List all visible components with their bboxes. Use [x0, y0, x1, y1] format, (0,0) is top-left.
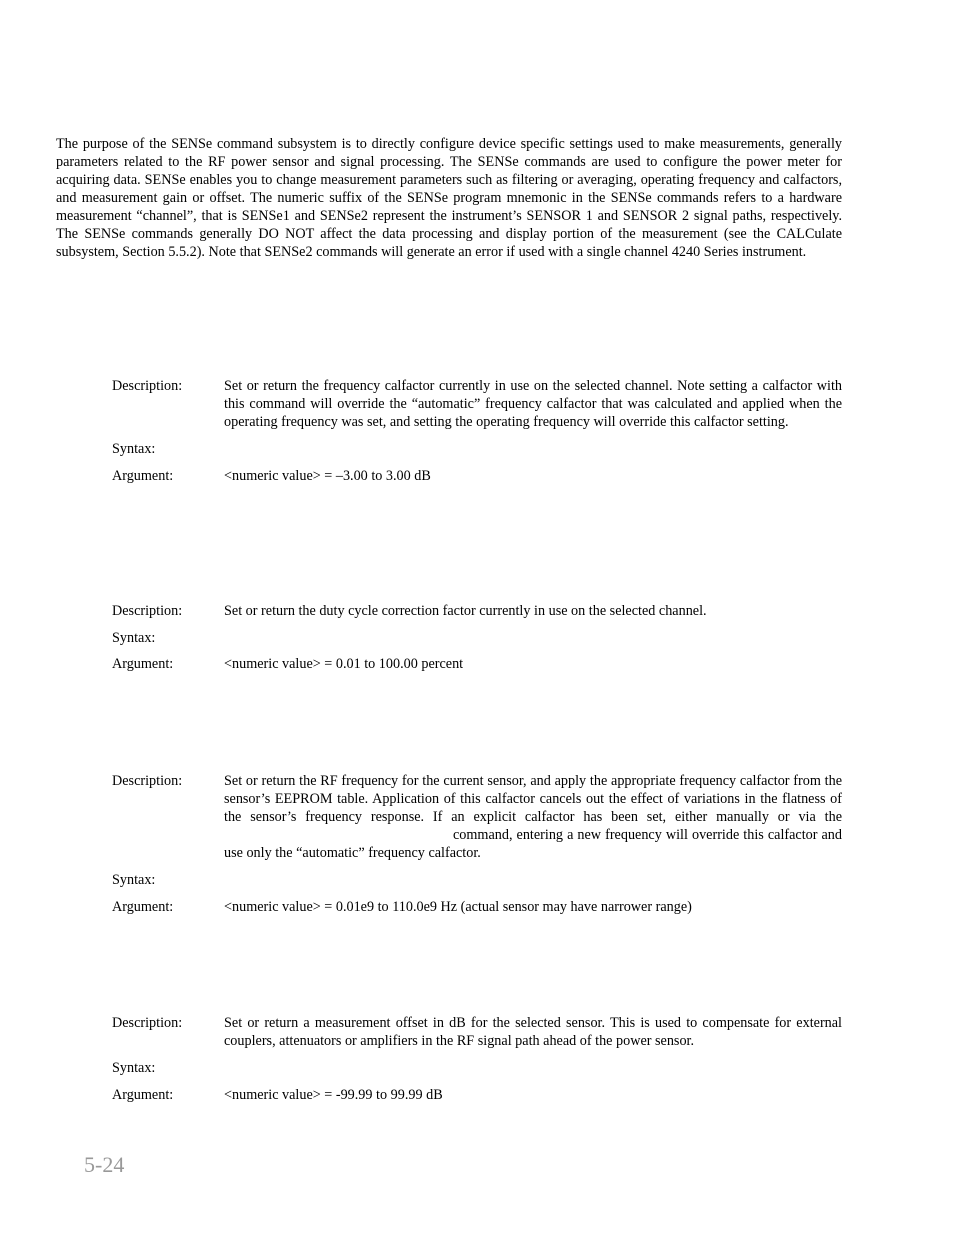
- description-row: [112, 772, 842, 862]
- description-text: [224, 772, 842, 862]
- intro-paragraph: The purpose of the SENSe command subsystem is to directly configure device specific settings used to make measurements, generally parameters related to the RF power sensor and signal processing. The SENSe commands are used to configure the power meter for acquiring data. SENSe enables you to change measurement parameters such as filtering or averaging, operating frequency and calfactors, and measurement gain or offset. The numeric suffix of the SENSe program mnemonic in the SENSe commands refers to a hardware measurement “channel”, that is SENSe1 and SENSe2 represent the instrument’s SENSOR 1 and SENSOR 2 signal paths, respectively. The SENSe commands generally DO NOT affect the data processing and display portion of the measurement (see the CALCulate subsystem, Section 5.5.2). Note that SENSe2 commands will generate an error if used with a single channel 4240 Series instrument.: [56, 136, 842, 260]
- description-row: [112, 602, 842, 620]
- syntax-text: [224, 871, 842, 889]
- argument-label: Argument:: [112, 899, 174, 915]
- syntax-text: [224, 440, 842, 458]
- syntax-label: Syntax:: [112, 1060, 156, 1076]
- syntax-row: [112, 629, 842, 647]
- argument-label: Argument:: [112, 656, 174, 672]
- syntax-text: [224, 1059, 842, 1077]
- syntax-row: [112, 871, 842, 889]
- description-text: Set or return a measurement offset in dB for the selected sensor. This is used to compensate for external couplers, attenuators or amplifiers in the RF signal path ahead of the power sensor.: [224, 1015, 842, 1049]
- description-label: Description:: [112, 773, 183, 789]
- description-row: [112, 1014, 842, 1050]
- argument-text: <numeric value> = –3.00 to 3.00 dB: [224, 468, 431, 484]
- argument-row: [112, 898, 842, 916]
- description-row: [112, 377, 842, 431]
- syntax-row: [112, 1059, 842, 1077]
- argument-label: Argument:: [112, 1087, 174, 1103]
- argument-row: [112, 1086, 842, 1104]
- description-text: Set or return the duty cycle correction factor currently in use on the selected channel.: [224, 603, 707, 619]
- argument-label: Argument:: [112, 468, 174, 484]
- description-label: Description:: [112, 1015, 183, 1031]
- description-label: Description:: [112, 378, 183, 394]
- syntax-label: Syntax:: [112, 630, 156, 646]
- argument-text: <numeric value> = -99.99 to 99.99 dB: [224, 1087, 443, 1103]
- description-label: Description:: [112, 603, 183, 619]
- description-text: Set or return the frequency calfactor currently in use on the selected channel. Note setting a calfactor with this command will override the “automatic” frequency calfactor that was calculated and applied when the operating frequency was set, and setting the operating frequency will override this calfactor setting.: [224, 378, 842, 430]
- argument-text: <numeric value> = 0.01e9 to 110.0e9 Hz (actual sensor may have narrower range): [224, 899, 692, 915]
- description-text-part-1: Set or return the RF frequency for the current sensor, and apply the appropriate frequency calfactor from the sensor’s EEPROM table. Application of this calfactor cancels out the effect of variations in the flatness of the sensor’s frequency response. If an explicit calfactor has been set, either manually or via the: [224, 773, 842, 825]
- syntax-label: Syntax:: [112, 872, 156, 888]
- syntax-text: [224, 629, 842, 647]
- syntax-row: [112, 440, 842, 458]
- command-entry-duty-cycle: [112, 602, 842, 673]
- argument-row: [112, 467, 842, 485]
- command-entry-offset: [112, 1014, 842, 1104]
- command-entry-frequency: [112, 772, 842, 916]
- command-entry-calfactor: [112, 377, 842, 485]
- description-text-part-2: command, entering a new frequency will override this calfactor and use only the “automatic” frequency calfactor.: [224, 827, 842, 861]
- page-number: 5-24: [84, 1152, 125, 1177]
- argument-text: <numeric value> = 0.01 to 100.00 percent: [224, 656, 464, 672]
- argument-row: [112, 655, 842, 673]
- syntax-label: Syntax:: [112, 441, 156, 457]
